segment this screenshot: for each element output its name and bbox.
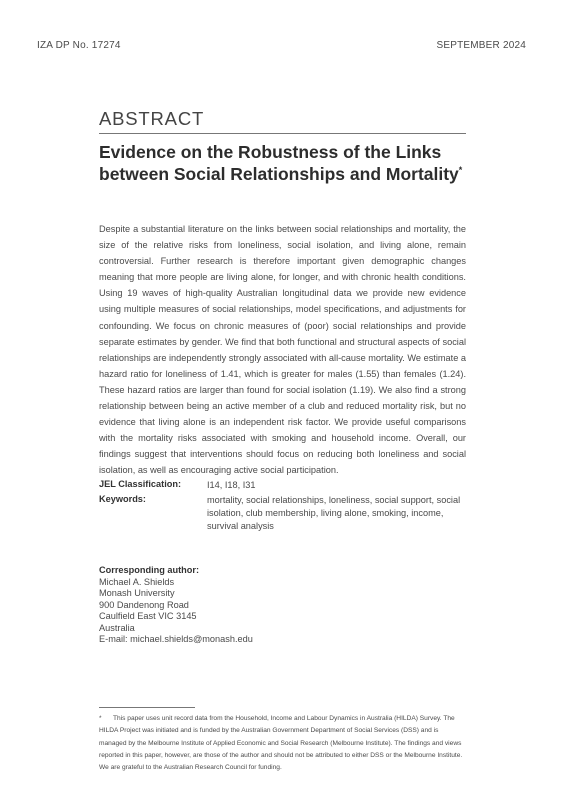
author-name: Michael A. Shields [99,576,175,587]
jel-value: I14, I18, I31 [207,480,256,490]
corresponding-author [99,565,199,635]
section-label: ABSTRACT [99,108,205,129]
footnote-divider [99,707,195,708]
footnote-marker: * [99,715,102,722]
abstract-text: Despite a substantial literature on the links between social relationships and mortality, the size of the relative risks from loneliness, social isolation, and living alone, remain controversial. Further research is therefore important given demographic changes meaning that more people are living alone, for longer, and with chronic health conditions. Using 19 waves of high-quality Australian longitudinal data we provide new evidence using multiple measures of social relationships, model specifications, and adjustments for confounding. We focus on chronic measures of (poor) social relationships and provide separate estimates by gender. We find that both functional and structural aspects of social relationships are independently strongly associated with all-cause mortality. We estimate a hazard ratio for loneliness of 1.41, which is greater for males (1.55) than females (1.24). These hazard ratios are larger than found for social isolation (1.19). We also find a strong relationship between being an active member of a club and reduced mortality risk, but no evidence that living alone is an independent risk factor. We provide useful comparisons with the mortality risks associated with smoking and household income. Overall, our findings suggest that interventions should focus on reducing both loneliness and social isolation, as well as encouraging active social participation. [99,224,466,476]
author-street: 900 Dandenong Road [99,599,189,610]
section-divider [99,133,466,134]
author-country: Australia [99,622,135,633]
paper-title [99,141,469,185]
series-number: IZA DP No. 17274 [37,40,121,51]
publication-date: SEPTEMBER 2024 [436,40,526,51]
jel-label: JEL Classification: [99,479,182,489]
title-footnote-marker: * [458,165,463,176]
footnote [99,713,466,774]
keywords-label: Keywords: [99,494,146,504]
author-email[interactable]: E-mail: michael.shields@monash.edu [99,634,253,644]
corresponding-author-label: Corresponding author: [99,565,200,575]
paper-title-text: Evidence on the Robustness of the Links between Social Relationships and Mortality [99,142,459,184]
author-institution: Monash University [99,588,175,599]
footnote-text: This paper uses unit record data from the Household, Income and Labour Dynamics in Australia (HILDA) Survey. The HILDA Project was initiated and is funded by the Australian Government Department of Social Services (DSS) and is managed by the Melbourne Institute of Applied Economic and Social Research (Melbourne Institute). The findings and views reported in this paper, however, are those of the author and should not be attributed to either DSS or the Melbourne Institute. We are grateful to the Australian Research Council for funding. [99,715,463,772]
keywords-value: mortality, social relationships, loneliness, social support, social isolation, club membership, living alone, smoking, income, survival analysis [207,495,461,532]
author-city: Caulfield East VIC 3145 [99,611,197,622]
